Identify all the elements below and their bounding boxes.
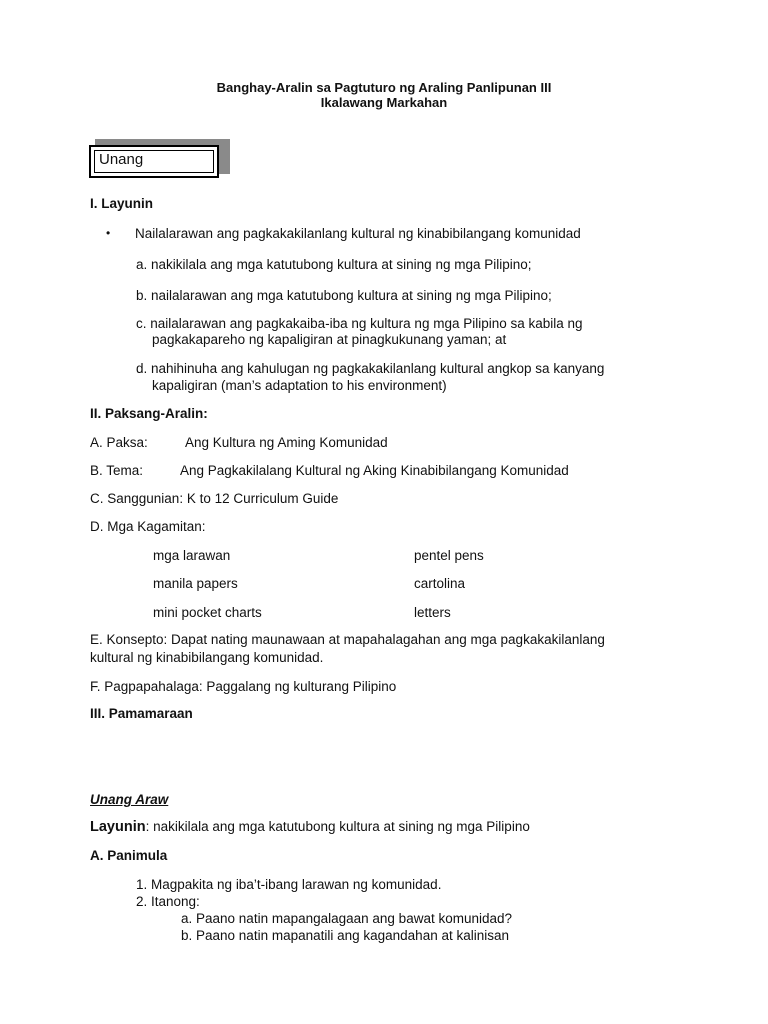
tema-label: B. Tema: xyxy=(90,463,144,478)
paksa-label: A. Paksa: xyxy=(90,435,148,450)
badge-label: Unang xyxy=(99,151,144,168)
material-item: mga larawan xyxy=(153,548,231,563)
bullet-icon: • xyxy=(106,226,111,240)
araw-layunin-label: Layunin xyxy=(90,819,146,835)
panimula-step-2: 2. Itanong: xyxy=(136,894,200,909)
section-paksang-aralin-heading: II. Paksang-Aralin: xyxy=(90,406,208,421)
material-item: mini pocket charts xyxy=(153,605,262,620)
section-pamamaraan-heading: III. Pamamaraan xyxy=(90,706,193,721)
material-item: pentel pens xyxy=(414,548,484,563)
paksa-value: Ang Kultura ng Aming Komunidad xyxy=(185,435,388,450)
layunin-item-b: b. nailalarawan ang mga katutubong kultura at sining ng mga Pilipino; xyxy=(136,288,552,303)
document-subtitle: Ikalawang Markahan xyxy=(320,95,448,110)
tema-value: Ang Pagkakilalang Kultural ng Aking Kinabibilangang Komunidad xyxy=(180,463,569,478)
material-item: manila papers xyxy=(153,576,238,591)
layunin-item-d-line2: kapaligiran (man’s adaptation to his environment) xyxy=(152,378,447,393)
layunin-item-d-line1: d. nahihinuha ang kahulugan ng pagkakakilanlang kultural angkop sa kanyang xyxy=(136,361,605,376)
material-item: letters xyxy=(414,605,451,620)
layunin-item-c-line1: c. nailalarawan ang pagkakaiba-iba ng kultura ng mga Pilipino sa kabila ng xyxy=(136,316,583,331)
layunin-item-c-line2: pagkakapareho ng kapaligiran at pinagkukunang yaman; at xyxy=(152,332,507,347)
konsepto-line1: E. Konsepto: Dapat nating maunawaan at mapahalagahan ang mga pagkakakilanlang xyxy=(90,632,605,647)
pagpapahalaga-line: F. Pagpapahalaga: Paggalang ng kulturang Pilipino xyxy=(90,679,397,694)
panimula-step-1: 1. Magpakita ng iba’t-ibang larawan ng komunidad. xyxy=(136,877,442,892)
document-title: Banghay-Aralin sa Pagtuturo ng Araling Panlipunan III xyxy=(216,80,552,95)
araw-layunin-line xyxy=(90,819,530,835)
question-b: b. Paano natin mapanatili ang kagandahan at kalinisan xyxy=(181,928,509,943)
section-layunin-heading: I. Layunin xyxy=(90,196,154,211)
day-heading: Unang Araw xyxy=(90,792,169,807)
question-a: a. Paano natin mapangalagaan ang bawat komunidad? xyxy=(181,911,513,926)
layunin-bullet-text: Nailalarawan ang pagkakakilanlang kultural ng kinabibilangang komunidad xyxy=(135,226,581,241)
konsepto-line2: kultural ng kinabibilangang komunidad. xyxy=(90,650,324,665)
araw-layunin-text: : nakikilala ang mga katutubong kultura at sining ng mga Pilipino xyxy=(145,819,530,834)
kagamitan-heading: D. Mga Kagamitan: xyxy=(90,519,206,534)
panimula-heading: A. Panimula xyxy=(90,848,168,863)
sanggunian-line: C. Sanggunian: K to 12 Curriculum Guide xyxy=(90,491,339,506)
material-item: cartolina xyxy=(414,576,466,591)
layunin-item-a: a. nakikilala ang mga katutubong kultura at sining ng mga Pilipino; xyxy=(136,257,532,272)
